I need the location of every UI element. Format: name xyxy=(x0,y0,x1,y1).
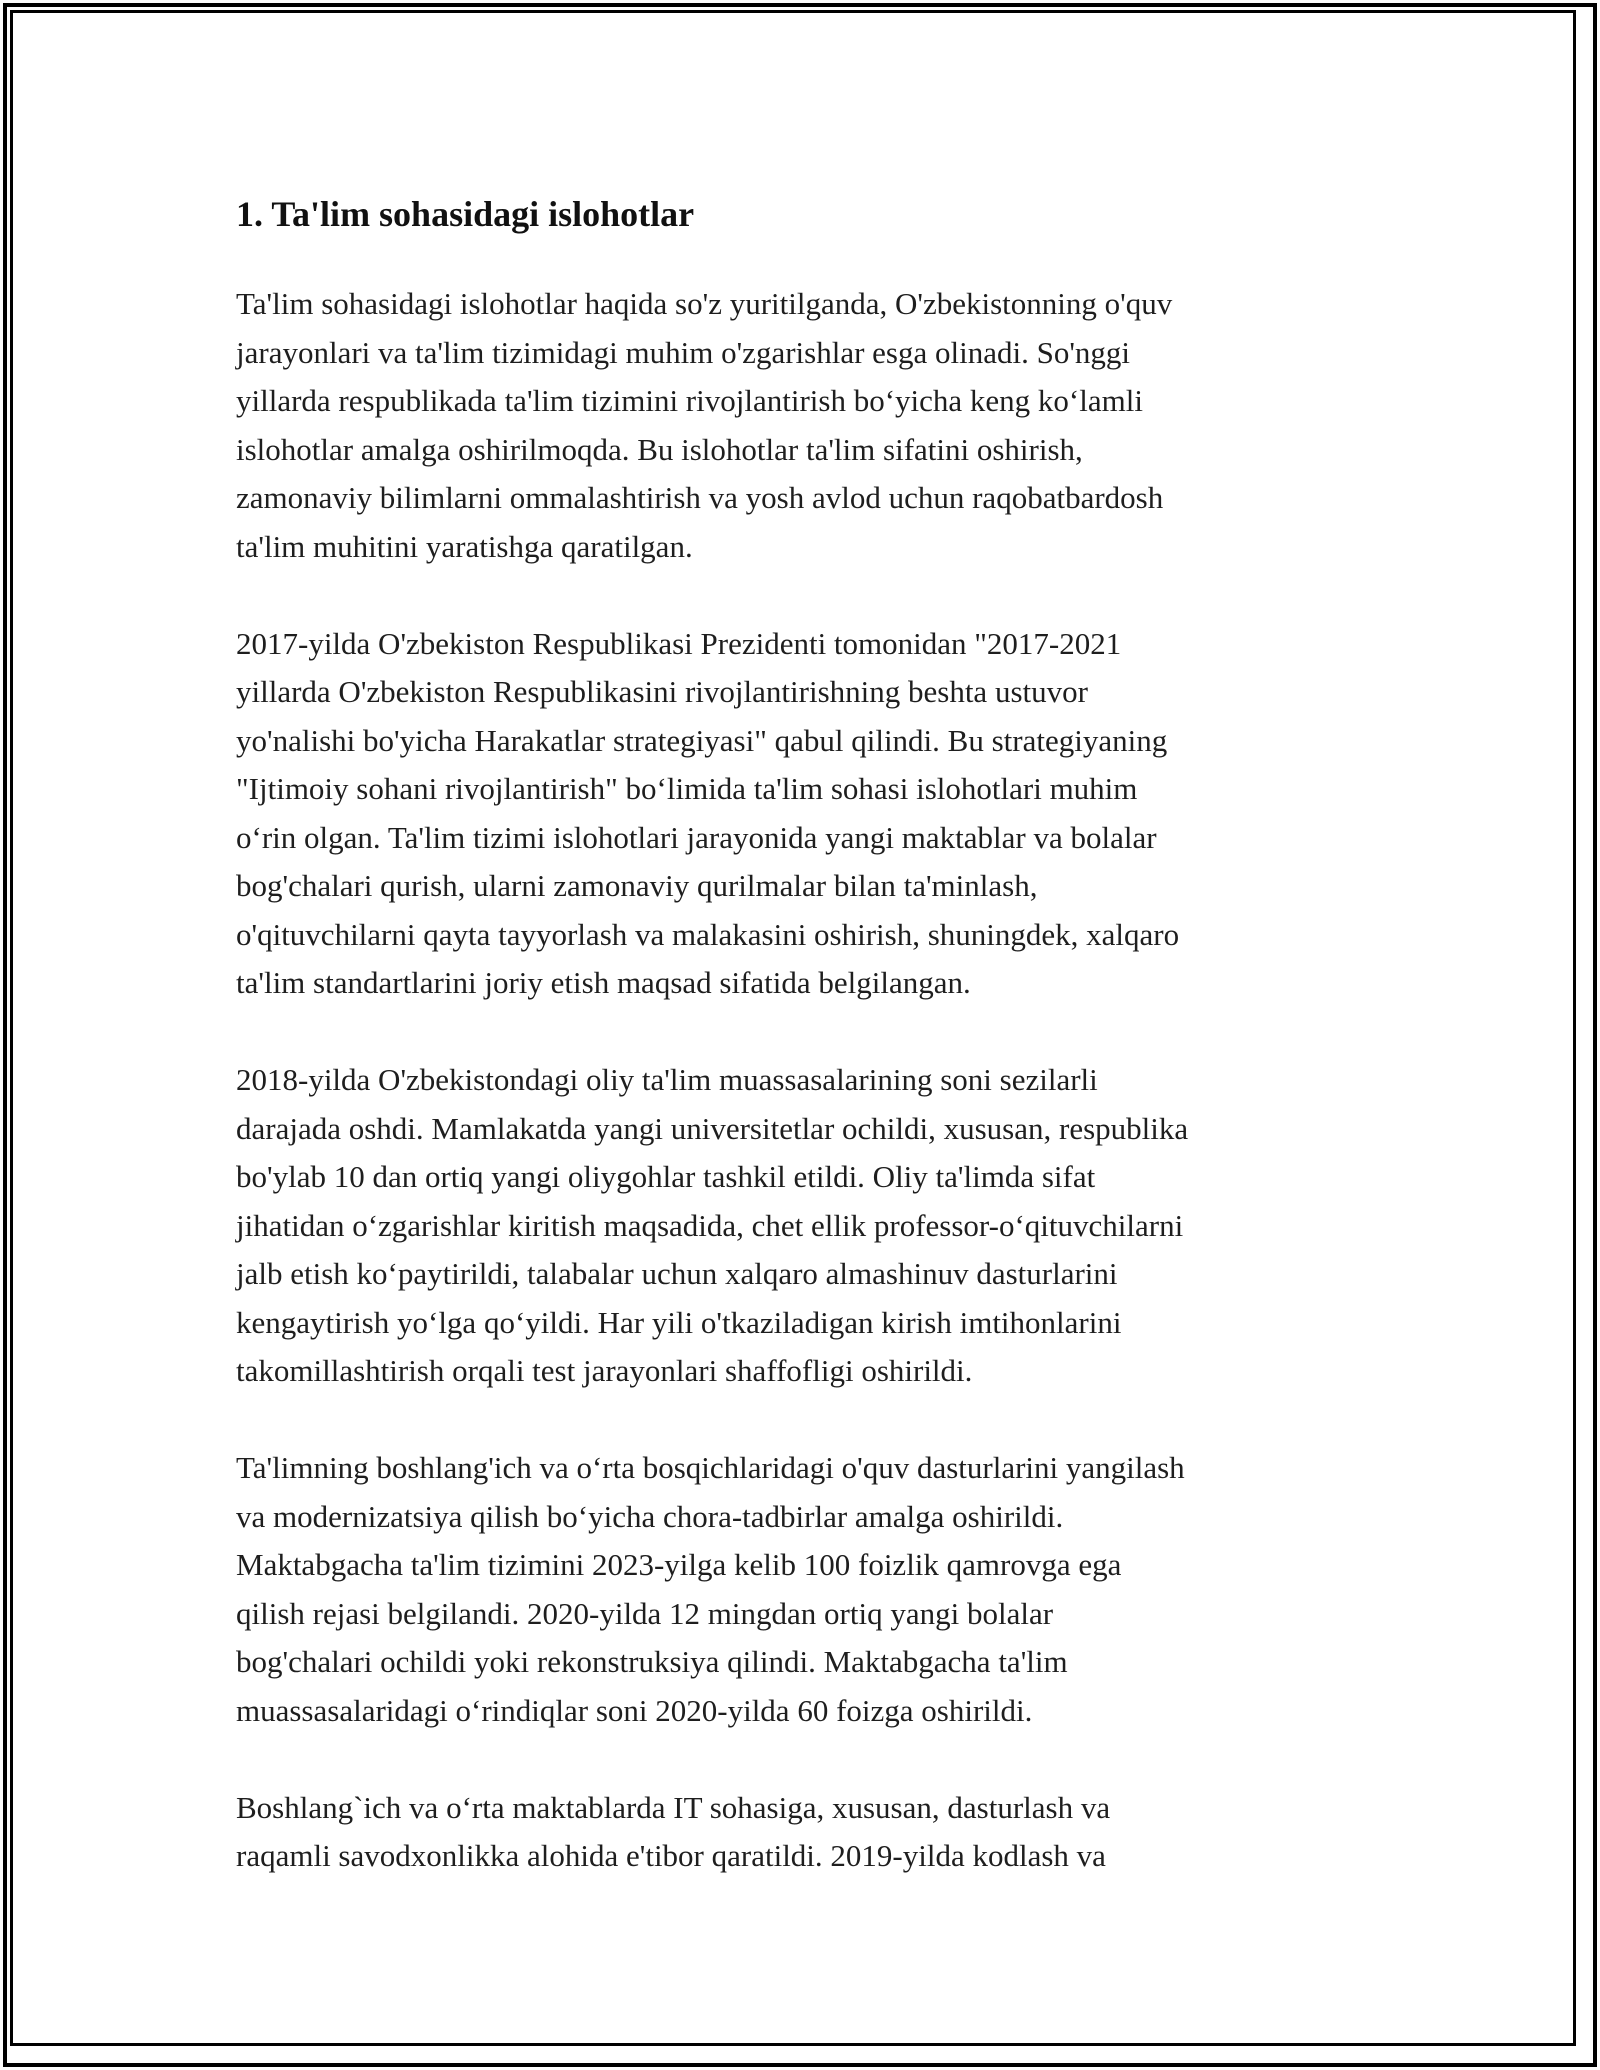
text-line: yillarda respublikada ta'lim tizimini rivojlantirish bo‘yicha keng ko‘lamli xyxy=(236,383,1143,418)
text-line: islohotlar amalga oshirilmoqda. Bu islohotlar ta'lim sifatini oshirish, xyxy=(236,431,1083,467)
paragraph-4 xyxy=(236,1444,1364,1735)
text-line: jarayonlari va ta'lim tizimidagi muhim o'zgarishlar esga olinadi. So'nggi xyxy=(236,334,1131,370)
text-line: 2017-yilda O'zbekiston Respublikasi Prezidenti tomonidan "2017-2021 xyxy=(236,625,1122,661)
text-line: muassasalaridagi o‘rindiqlar soni 2020-yilda 60 foizga oshirildi. xyxy=(236,1692,1033,1728)
text-line: yillarda O'zbekiston Respublikasini rivojlantirishning beshta ustuvor xyxy=(236,674,1088,709)
text-line: Ta'limning boshlang'ich va o‘rta bosqichlaridagi o'quv dasturlarini yangilash xyxy=(236,1450,1185,1485)
text-line: o'qituvchilarni qayta tayyorlash va malakasini oshirish, shuningdek, xalqaro xyxy=(236,916,1180,952)
text-line: ta'lim standartlarini joriy etish maqsad sifatida belgilangan. xyxy=(236,965,971,1000)
text-line: raqamli savodxonlikka alohida e'tibor qaratildi. 2019-yilda kodlash va xyxy=(236,1838,1106,1873)
text-line: 2018-yilda O'zbekistondagi oliy ta'lim muassasalarining soni sezilarli xyxy=(236,1062,1098,1097)
text-line: jihatidan o‘zgarishlar kiritish maqsadida, chet ellik professor-o‘qituvchilarni xyxy=(236,1207,1184,1243)
section-heading: 1. Ta'lim sohasidagi islohotlar xyxy=(236,194,695,234)
text-line: va modernizatsiya qilish bo‘yicha chora-tadbirlar amalga oshirildi. xyxy=(236,1498,1064,1534)
text-line: bo'ylab 10 dan ortiq yangi oliygohlar tashkil etildi. Oliy ta'limda sifat xyxy=(236,1159,1096,1194)
text-line: Ta'lim sohasidagi islohotlar haqida so'z yuritilganda, O'zbekistonning o'quv xyxy=(236,286,1173,321)
paragraph-1 xyxy=(236,280,1364,571)
text-line: ta'lim muhitini yaratishga qaratilgan. xyxy=(236,528,693,564)
document-body xyxy=(236,182,1364,1929)
text-line: o‘rin olgan. Ta'lim tizimi islohotlari jarayonida yangi maktablar va bolalar xyxy=(236,819,1157,855)
text-line: Boshlang`ich va o‘rta maktablarda IT sohasiga, xususan, dasturlash va xyxy=(236,1789,1111,1825)
text-line: "Ijtimoiy sohani rivojlantirish" bo‘limida ta'lim sohasi islohotlari muhim xyxy=(236,771,1138,806)
text-line: darajada oshdi. Mamlakatda yangi universitetlar ochildi, xususan, respublika xyxy=(236,1110,1189,1146)
text-line: takomillashtirish orqali test jarayonlari shaffofligi oshirildi. xyxy=(236,1353,973,1388)
text-line: bog'chalari qurish, ularni zamonaviy qurilmalar bilan ta'minlash, xyxy=(236,868,1038,903)
text-line: yo'nalishi bo'yicha Harakatlar strategiyasi" qabul qilindi. Bu strategiyaning xyxy=(236,722,1168,758)
text-line: Maktabgacha ta'lim tizimini 2023-yilga kelib 100 foizlik qamrovga ega xyxy=(236,1547,1122,1582)
paragraph-2 xyxy=(236,620,1364,1008)
text-line: jalb etish ko‘paytirildi, talabalar uchun xalqaro almashinuv dasturlarini xyxy=(236,1256,1118,1291)
text-line: kengaytirish yo‘lga qo‘yildi. Har yili o'tkaziladigan kirish imtihonlarini xyxy=(236,1304,1122,1340)
text-line: qilish rejasi belgilandi. 2020-yilda 12 mingdan ortiq yangi bolalar xyxy=(236,1595,1054,1631)
text-line: bog'chalari ochildi yoki rekonstruksiya qilindi. Maktabgacha ta'lim xyxy=(236,1644,1068,1679)
text-line: zamonaviy bilimlarni ommalashtirish va yosh avlod uchun raqobatbardosh xyxy=(236,480,1164,515)
paragraph-3 xyxy=(236,1056,1364,1396)
paragraph-5 xyxy=(236,1784,1364,1881)
